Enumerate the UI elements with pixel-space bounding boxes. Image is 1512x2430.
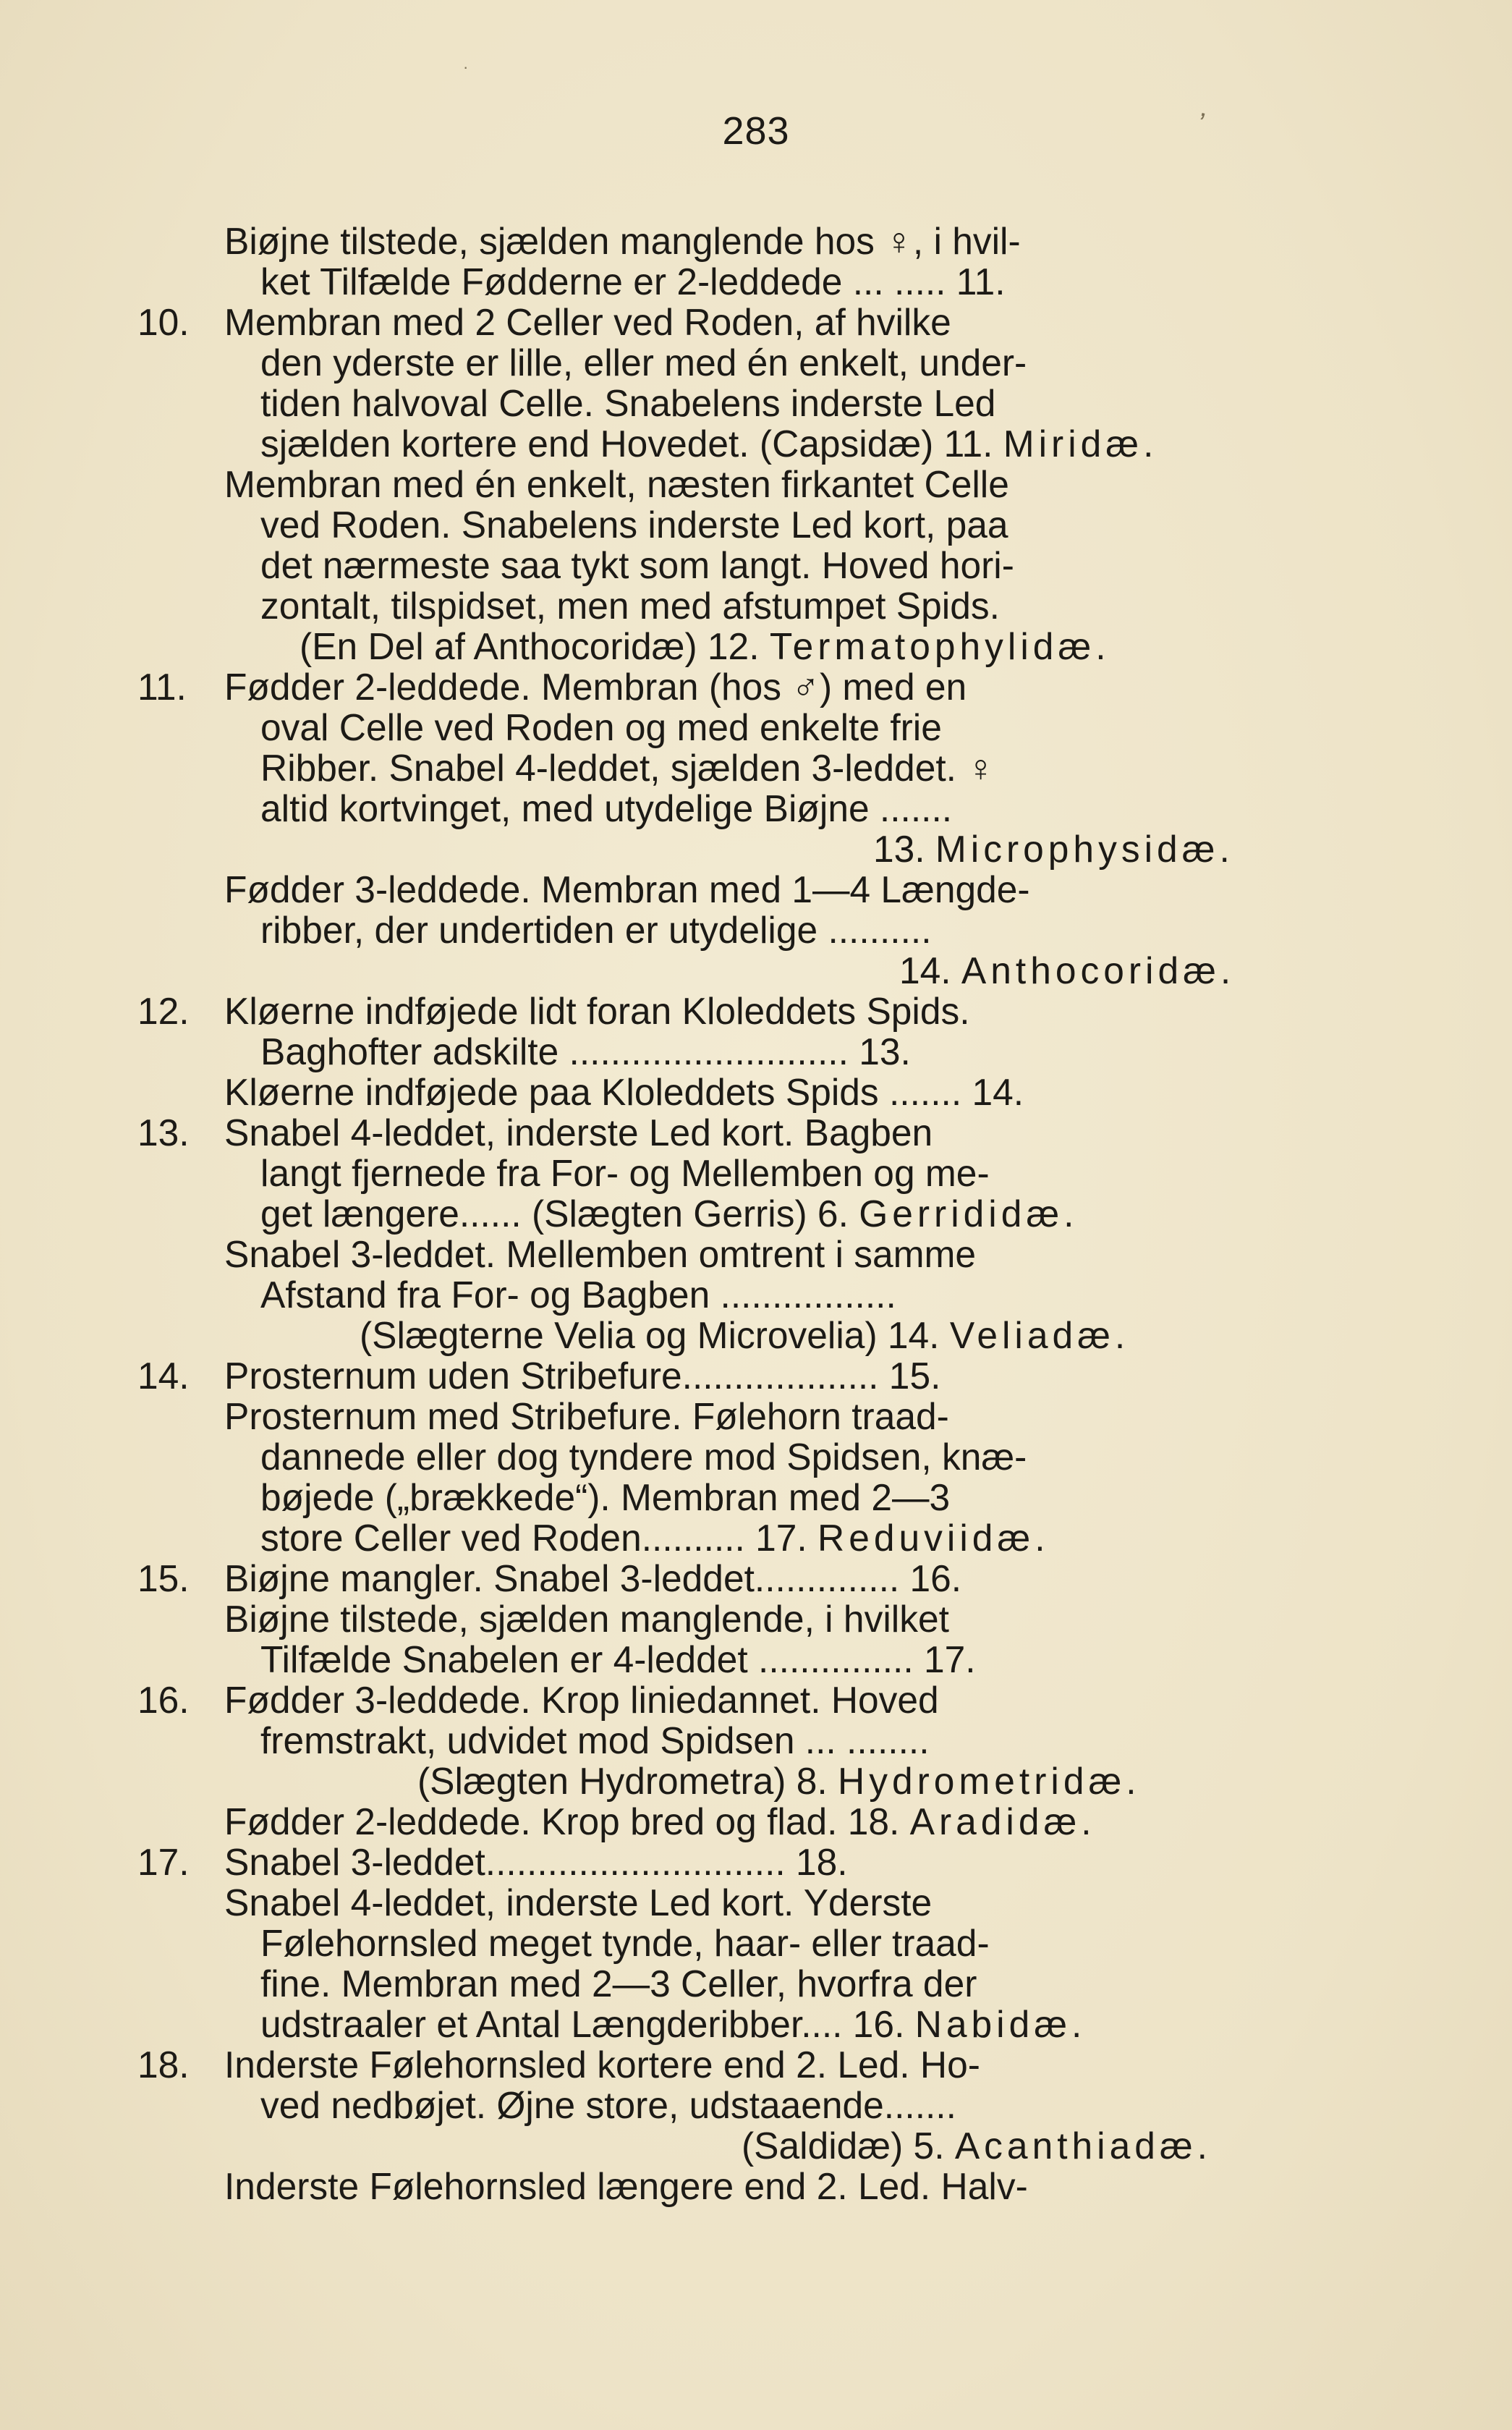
line-text: (Slægterne Velia og Microvelia) 14. (360, 1314, 950, 1356)
key-text-line (224, 666, 967, 707)
key-text-line (260, 2085, 956, 2125)
key-text-line (260, 1639, 976, 1680)
line-text: zontalt, tilspidset, men med afstumpet Spids. (260, 585, 1000, 627)
line-text: Prosternum med Stribefure. Følehorn traad- (224, 1395, 949, 1437)
key-couplet-number: 18. (137, 2044, 190, 2086)
line-text: get længere...... (Slægten Gerris) 6. (260, 1193, 859, 1235)
line-text: Biøjne mangler. Snabel 3-leddet.............. 16. (224, 1557, 962, 1599)
key-text-line (742, 2125, 1212, 2166)
family-name: Hydrometridæ. (838, 1760, 1141, 1802)
key-text-line (260, 1517, 1050, 1558)
family-name: Acanthiadæ. (954, 2125, 1212, 2167)
key-text-line (224, 464, 1009, 504)
key-couplet-number: 14. (137, 1355, 190, 1397)
key-text-line (260, 1031, 911, 1072)
line-text: Biøjne tilstede, sjælden manglende, i hvilket (224, 1598, 949, 1640)
line-text: altid kortvinget, med utydelige Biøjne ....... (260, 787, 953, 829)
line-text: Membran med én enkelt, næsten firkantet Celle (224, 463, 1009, 505)
line-text: Afstand fra For- og Bagben ................. (260, 1274, 896, 1316)
key-text-line (260, 545, 1014, 585)
family-name: Microphysidæ. (935, 828, 1234, 870)
line-text: den yderste er lille, eller med én enkelt, under- (260, 342, 1027, 384)
key-text-line (224, 1558, 961, 1599)
line-text: Inderste Følehornsled kortere end 2. Led. Ho- (224, 2044, 980, 2086)
key-text-line (260, 383, 995, 423)
key-text-line (260, 1477, 950, 1517)
key-couplet-number: 15. (137, 1557, 190, 1599)
family-name: Reduviidæ. (817, 1517, 1050, 1559)
key-text-line (224, 1842, 848, 1882)
stray-dot: · (463, 58, 469, 76)
line-text: Kløerne indføjede lidt foran Kloleddets Spids. (224, 990, 970, 1032)
key-text-line (224, 1396, 949, 1436)
key-text-line (224, 2044, 980, 2085)
key-text-line (260, 1274, 896, 1315)
key-text-line (260, 1923, 990, 1963)
key-text-line (260, 342, 1027, 383)
key-text-line (260, 1153, 990, 1193)
key-text-line (224, 221, 1021, 261)
line-text: Biøjne tilstede, sjælden manglende hos ♀, i hvil- (224, 220, 1021, 262)
family-name: Nabidæ. (914, 2003, 1087, 2045)
key-text-line (224, 1801, 1096, 1842)
key-couplet-number: 12. (137, 990, 190, 1032)
key-text-line (260, 1436, 1027, 1477)
line-text: tiden halvoval Celle. Snabelens inderste Led (260, 382, 996, 424)
line-text: fremstrakt, udvidet mod Spidsen ... ........ (260, 1719, 930, 1761)
family-name: Anthocoridæ. (961, 949, 1236, 991)
family-name: Termatophylidæ. (769, 625, 1110, 667)
key-text-line (260, 1963, 977, 2004)
key-text-line (417, 1761, 1141, 1801)
line-text: (Saldidæ) 5. (742, 2125, 955, 2167)
line-text: ket Tilfælde Fødderne er 2-leddede ... ..... 11. (260, 261, 1006, 302)
family-name: Aradidæ. (909, 1800, 1096, 1842)
line-text: Baghofter adskilte ........................... 13. (260, 1030, 911, 1072)
key-text-line (260, 748, 995, 788)
line-text: sjælden kortere end Hovedet. (Capsidæ) 11. (260, 423, 1003, 465)
family-name: Gerrididæ. (859, 1193, 1079, 1235)
key-text-line (224, 1599, 949, 1639)
line-text: ribber, der undertiden er utydelige .......... (260, 909, 932, 951)
line-text: Snabel 4-leddet, inderste Led kort. Bagben (224, 1112, 933, 1153)
key-text-line (260, 1193, 1078, 1234)
line-text: Fødder 2-leddede. Membran (hos ♂) med en (224, 666, 967, 708)
key-text-line (260, 504, 1008, 545)
family-name: Veliadæ. (949, 1314, 1130, 1356)
line-text: Snabel 4-leddet, inderste Led kort. Yderste (224, 1881, 933, 1923)
key-text-line (224, 1234, 976, 1274)
line-text: (Slægten Hydrometra) 8. (417, 1760, 838, 1802)
line-text: bøjede („brækkede“). Membran med 2—3 (260, 1476, 951, 1518)
line-text: Snabel 3-leddet. Mellemben omtrent i samme (224, 1233, 977, 1275)
key-text-line (899, 950, 1235, 991)
key-text-line (224, 1882, 932, 1923)
line-text: oval Celle ved Roden og med enkelte frie (260, 706, 942, 748)
key-text-line (224, 991, 970, 1031)
line-text: Membran med 2 Celler ved Roden, af hvilke (224, 301, 951, 343)
line-text: Ribber. Snabel 4-leddet, sjælden 3-leddet. ♀ (260, 747, 995, 789)
line-text: Fødder 3-leddede. Membran med 1—4 Længde- (224, 868, 1030, 910)
line-text: Prosternum uden Stribefure................... 15. (224, 1355, 941, 1397)
line-text: udstraaler et Antal Længderibber.... 16. (260, 2003, 915, 2045)
key-text-line (873, 829, 1234, 869)
key-text-line (260, 1720, 930, 1761)
key-couplet-number: 11. (137, 666, 187, 708)
key-text-line (260, 788, 952, 829)
line-text: 13. (873, 828, 935, 870)
key-text-line (224, 1355, 940, 1396)
key-couplet-number: 17. (137, 1841, 190, 1883)
line-text: (En Del af Anthocoridæ) 12. (300, 625, 770, 667)
key-text-line (224, 1072, 1024, 1112)
line-text: Fødder 3-leddede. Krop liniedannet. Hoved (224, 1679, 939, 1721)
key-text-line (224, 1680, 939, 1720)
line-text: Fødder 2-leddede. Krop bred og flad. 18. (224, 1800, 910, 1842)
key-text-line (360, 1315, 1129, 1355)
family-name: Miridæ. (1003, 423, 1158, 465)
stray-mark: ʼ (1193, 108, 1208, 141)
key-text-line (260, 261, 1006, 302)
line-text: det nærmeste saa tykt som langt. Hoved hori- (260, 544, 1014, 586)
key-text-line (300, 626, 1110, 666)
key-text-line (260, 423, 1158, 464)
key-text-line (260, 707, 942, 748)
key-couplet-number: 10. (137, 301, 190, 343)
key-couplet-number: 13. (137, 1112, 190, 1153)
page-number: 283 (722, 109, 790, 153)
line-text: Inderste Følehornsled længere end 2. Led. Halv- (224, 2165, 1028, 2207)
line-text: Kløerne indføjede paa Kloleddets Spids ....... 14. (224, 1071, 1024, 1113)
line-text: Følehornsled meget tynde, haar- eller traad- (260, 1922, 990, 1964)
key-text-line (224, 302, 951, 342)
key-text-line (260, 585, 1000, 626)
key-text-line (224, 869, 1030, 910)
key-couplet-number: 16. (137, 1679, 190, 1721)
key-text-line (260, 910, 932, 950)
line-text: dannede eller dog tyndere mod Spidsen, knæ- (260, 1436, 1027, 1478)
key-text-line (224, 1112, 933, 1153)
line-text: langt fjernede fra For- og Mellemben og me- (260, 1152, 990, 1194)
line-text: ved Roden. Snabelens inderste Led kort, paa (260, 504, 1008, 546)
key-text-line (224, 2166, 1028, 2206)
line-text: store Celler ved Roden.......... 17. (260, 1517, 818, 1559)
line-text: 14. (899, 949, 961, 991)
line-text: ved nedbøjet. Øjne store, udstaaende....... (260, 2084, 956, 2126)
line-text: fine. Membran med 2—3 Celler, hvorfra der (260, 1963, 977, 2004)
line-text: Tilfælde Snabelen er 4-leddet ............... 17. (260, 1638, 976, 1680)
line-text: Snabel 3-leddet............................. 18. (224, 1841, 848, 1883)
key-text-line (260, 2004, 1086, 2044)
